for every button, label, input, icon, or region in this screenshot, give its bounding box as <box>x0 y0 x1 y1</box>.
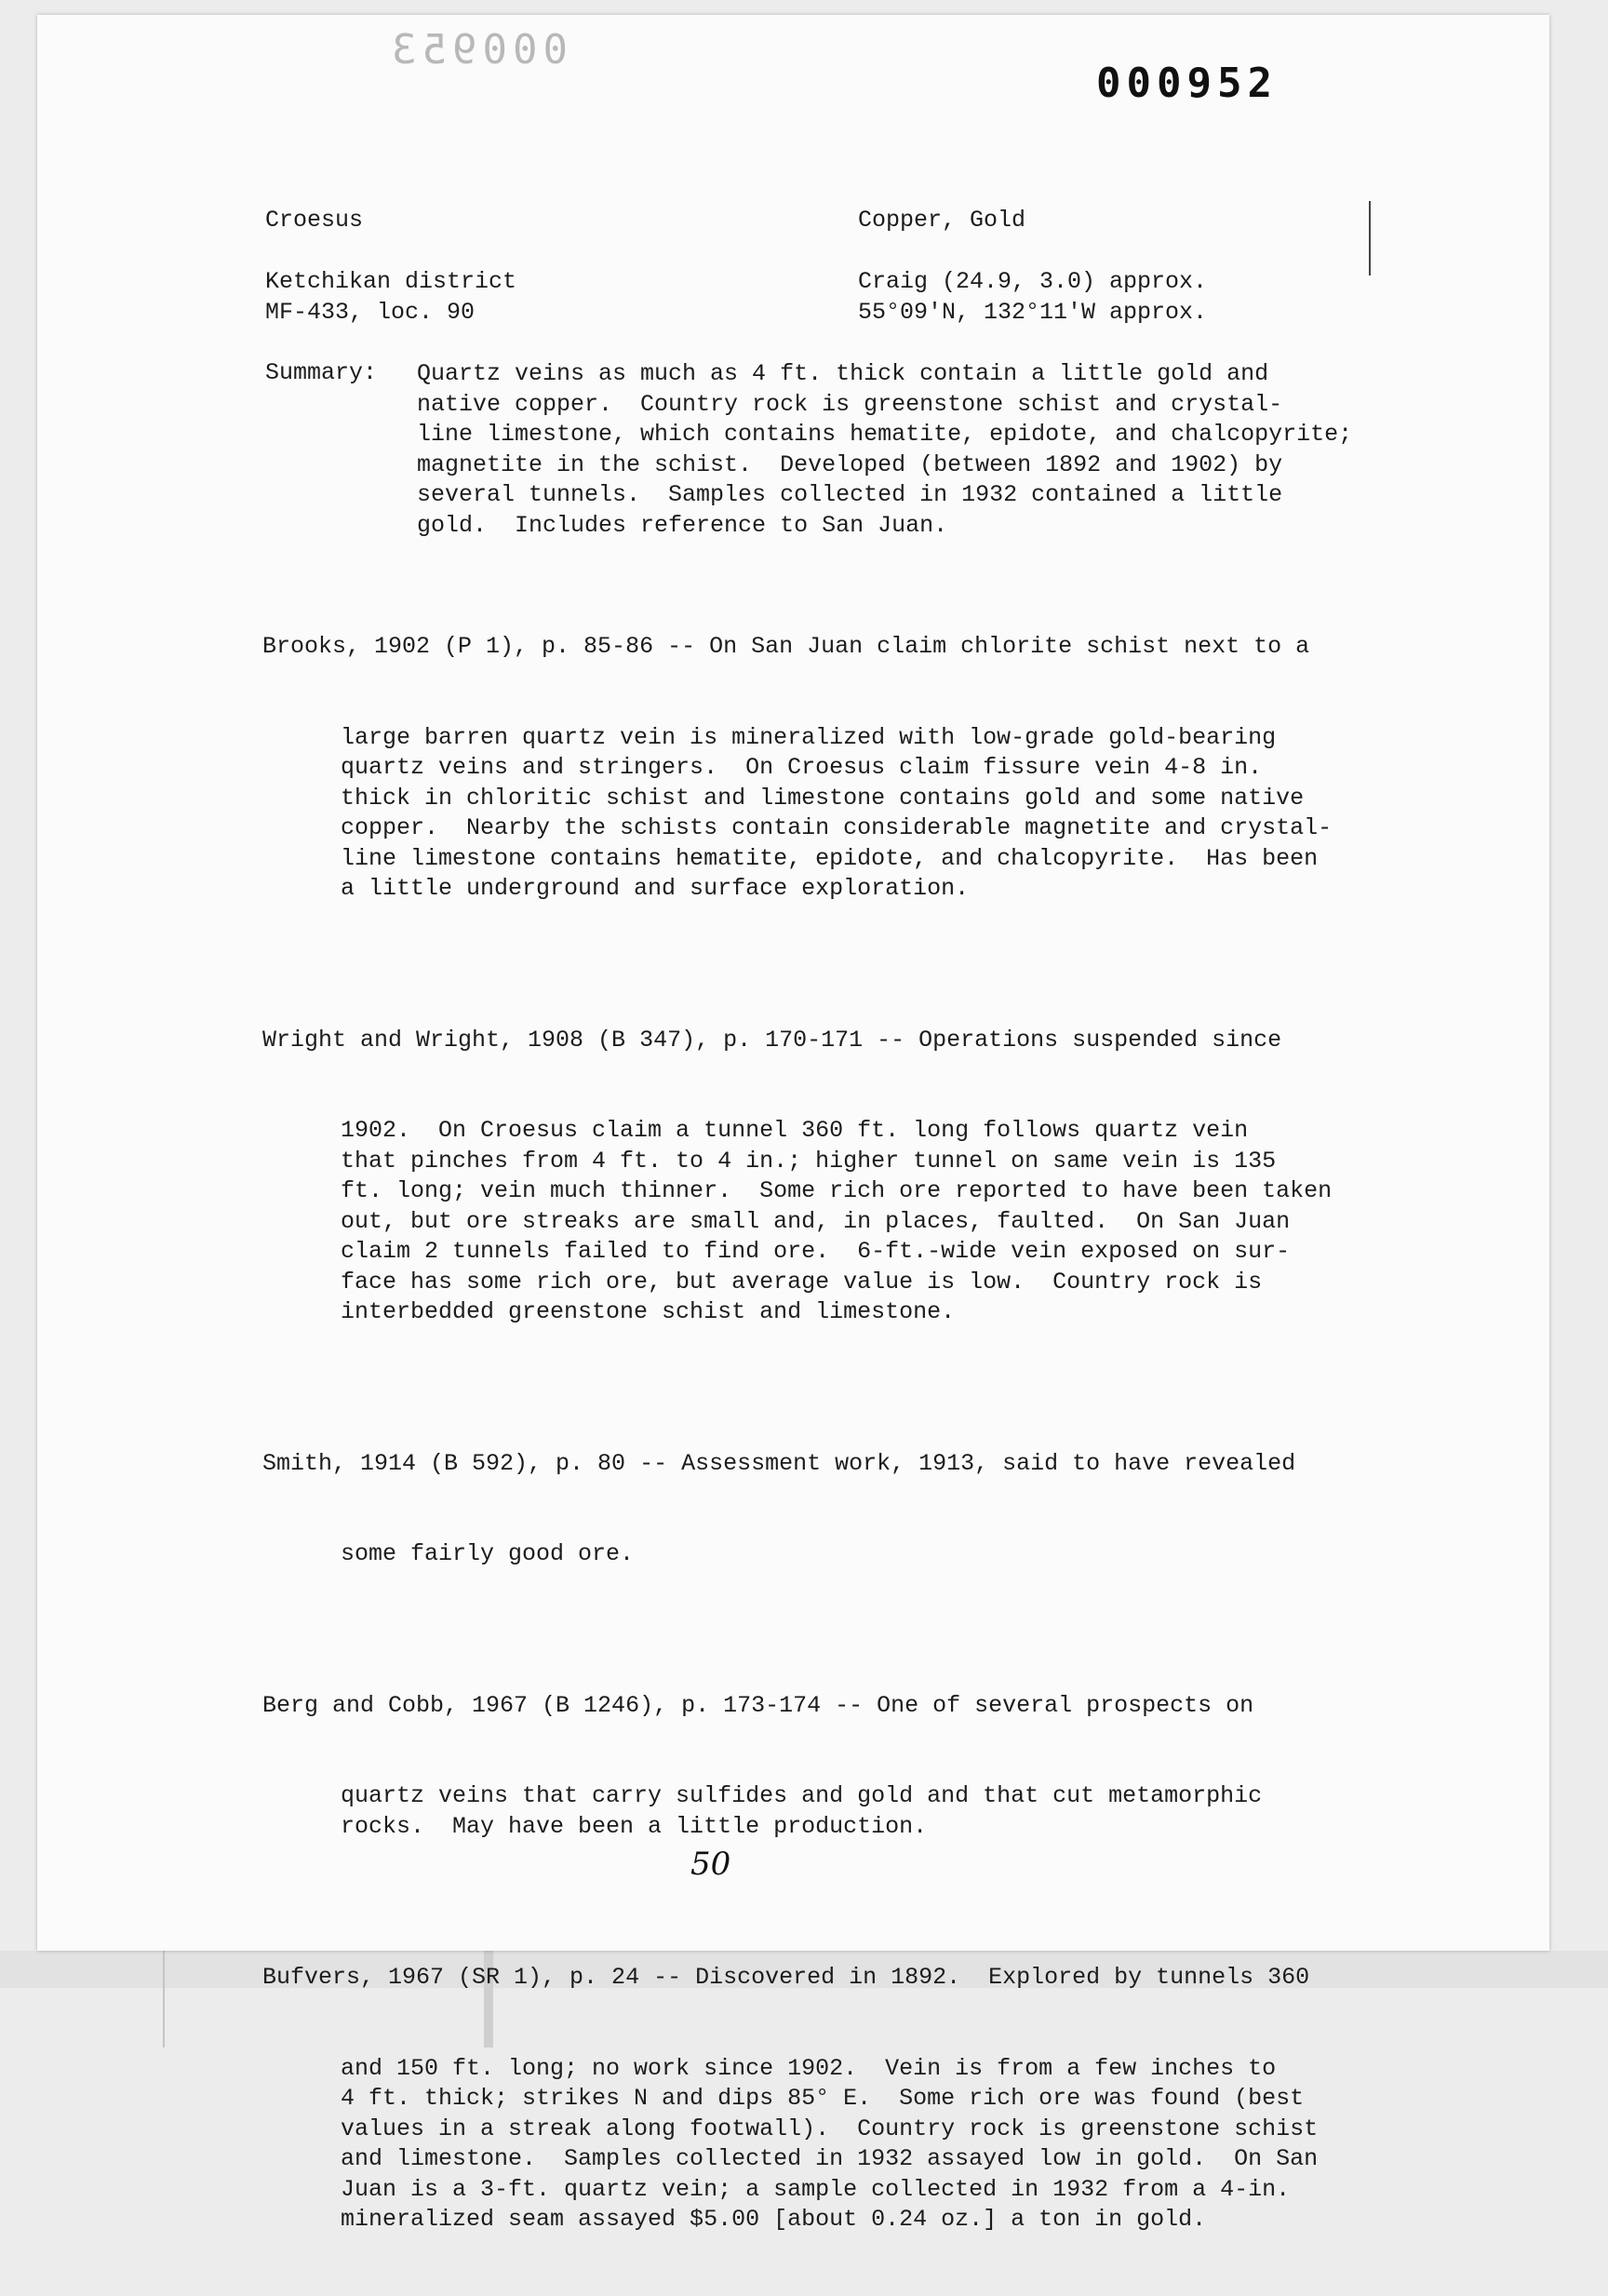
reference-entry <box>262 1631 1332 1903</box>
coordinates: 55°09'N, 132°11'W approx. <box>858 299 1208 326</box>
document-number-stamp: 000952 <box>1096 60 1278 107</box>
summary-text: Quartz veins as much as 4 ft. thick contain a little gold and native copper. Country rock is greenstone schist and crystal- line limestone, which contains hematite, epidote, and chalcopyrite; magnetite in the schist. Developed (between 1892 and 1902) by several tunnels. Samples collected in 1932 contained a little gold. Includes reference to San Juan. <box>417 360 1353 539</box>
reference-entry <box>262 1902 1332 2296</box>
reference-citation: Wright and Wright, 1908 (B 347), p. 170-171 -- Operations suspended since <box>262 1026 1282 1054</box>
scan-stripe-vertical-2 <box>163 1951 165 2048</box>
reference-citation: Bufvers, 1967 (SR 1), p. 24 -- Discovered in 1892. Explored by tunnels 360 <box>262 1964 1310 1991</box>
quadrangle: Craig (24.9, 3.0) approx. <box>858 268 1208 295</box>
bleed-through-number: 000953 <box>386 26 568 74</box>
reference-entry <box>262 1389 1332 1631</box>
reference-citation: Brooks, 1902 (P 1), p. 85-86 -- On San Juan claim chlorite schist next to a <box>262 633 1310 660</box>
reference-citation: Smith, 1914 (B 592), p. 80 -- Assessment work, 1913, said to have revealed <box>262 1449 1296 1477</box>
commodities: Copper, Gold <box>858 207 1026 234</box>
map-reference: MF-433, loc. 90 <box>265 299 476 326</box>
property-name: Croesus <box>265 207 364 234</box>
reference-text: 1902. On Croesus claim a tunnel 360 ft. long follows quartz vein that pinches from 4 ft. to 4 in.; higher tunnel on same vein is 135 ft. long; vein much thinner. Some rich ore reported to have been taken out, but ore streaks are small and, in places, faulted. On San Juan claim 2 tunnels failed to find ore. 6-ft.-wide vein exposed on sur- face has some rich ore, but average value is low. Country rock is interbedded greenstone schist and limestone. <box>341 1117 1333 1325</box>
reference-text: large barren quartz vein is mineralized with low-grade gold-bearing quartz veins and stringers. On Croesus claim fissure vein 4-8 in. thick in chloritic schist and limestone contains gold and some native copper. Nearby the schists contain considerable magnetite and crystal- line limestone contains hematite, epidote, and chalcopyrite. Has been a little underground and surface exploration. <box>341 723 1333 902</box>
margin-mark <box>1369 201 1371 275</box>
reference-text: quartz veins that carry sulfides and gold and that cut metamorphic rocks. May have been a little production. <box>341 1782 1263 1840</box>
reference-text: some fairly good ore. <box>341 1540 635 1567</box>
references-list <box>262 571 1332 2296</box>
reference-entry <box>262 965 1332 1389</box>
district: Ketchikan district <box>265 268 517 295</box>
summary-label: Summary: <box>265 359 378 386</box>
reference-citation: Berg and Cobb, 1967 (B 1246), p. 173-174 -- One of several prospects on <box>262 1691 1254 1719</box>
reference-text: and 150 ft. long; no work since 1902. Vein is from a few inches to 4 ft. thick; strikes N and dips 85° E. Some rich ore was found (best values in a streak along footwall). Country rock is greenstone schist and limestone. Samples collected in 1932 assayed low in gold. On San Juan is a 3-ft. quartz vein; a sample collected in 1932 from a 4-in. mineralized seam assayed $5.00 [about 0.24 oz.] a ton in gold. <box>341 2054 1319 2233</box>
reference-entry <box>262 571 1332 965</box>
handwritten-page-number: 50 <box>690 1846 731 1883</box>
